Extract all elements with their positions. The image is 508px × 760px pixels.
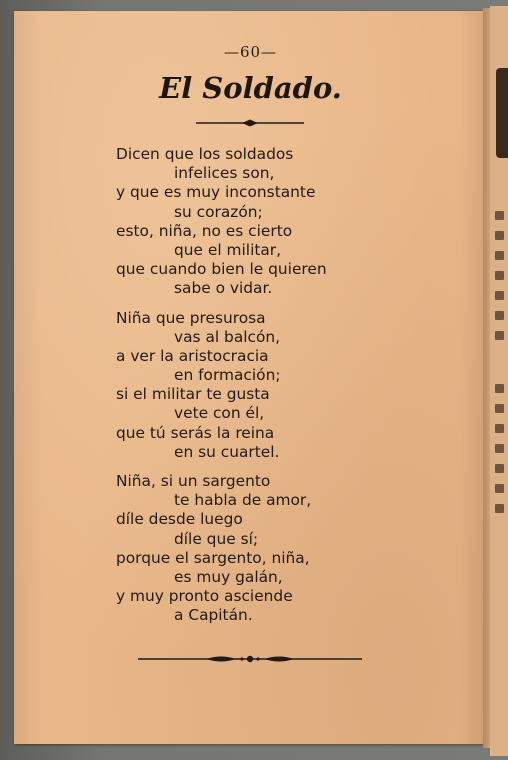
verse-line: sabe o vidar. xyxy=(174,279,273,298)
verse-line: en formación; xyxy=(174,366,281,385)
title-ornament xyxy=(194,118,306,128)
adjacent-text-fragment xyxy=(495,484,504,493)
verse-line: díle que sí; xyxy=(174,529,259,548)
verse-line: infelices son, xyxy=(174,164,275,183)
verse-line: vete con él, xyxy=(174,404,265,423)
adjacent-text-fragment xyxy=(495,384,504,393)
end-ornament xyxy=(136,652,364,666)
adjacent-text-fragment xyxy=(495,331,504,340)
verse-line: te habla de amor, xyxy=(174,491,312,510)
stanza xyxy=(116,145,436,299)
page-number: —60— xyxy=(223,43,278,61)
stanza xyxy=(116,309,436,463)
verse-line: y muy pronto asciende xyxy=(116,587,293,606)
poem-title: El Soldado. xyxy=(159,71,342,105)
verse-line: a Capitán. xyxy=(174,606,253,625)
stanza xyxy=(116,472,436,626)
adjacent-text-fragment xyxy=(495,464,504,473)
adjacent-text-fragment xyxy=(495,424,504,433)
verse-line: su corazón; xyxy=(174,202,263,221)
verse-line: Dicen que los soldados xyxy=(116,145,294,163)
verse-line: que el militar, xyxy=(174,240,282,259)
verse-line: que tú serás la reina xyxy=(116,423,275,442)
adjacent-text-fragment xyxy=(495,444,504,453)
book-page xyxy=(14,11,487,744)
verse-line: en su cuartel. xyxy=(174,442,280,461)
verse-line: vas al balcón, xyxy=(174,327,281,346)
verse-line: díle desde luego xyxy=(116,510,243,529)
verse-line: Niña, si un sargento xyxy=(116,472,271,490)
adjacent-text-fragment xyxy=(495,231,504,240)
adjacent-text-fragment xyxy=(495,311,504,320)
verse-line: esto, niña, no es cierto xyxy=(116,221,293,240)
adjacent-text-fragment xyxy=(495,211,504,220)
verse-line: a ver la aristocracia xyxy=(116,346,269,365)
adjacent-text-fragment xyxy=(495,271,504,280)
verse-line: es muy galán, xyxy=(174,567,283,586)
adjacent-text-fragment xyxy=(495,251,504,260)
adjacent-text-fragment xyxy=(495,291,504,300)
poem-verses xyxy=(116,145,436,636)
verse-line: y que es muy inconstante xyxy=(116,183,316,202)
adjacent-page-edge xyxy=(490,6,508,756)
adjacent-text-fragment xyxy=(495,404,504,413)
verse-line: porque el sargento, niña, xyxy=(116,548,310,567)
verse-line: que cuando bien le quieren xyxy=(116,260,327,279)
verse-line: si el militar te gusta xyxy=(116,385,270,404)
adjacent-page-initial xyxy=(496,68,508,158)
adjacent-text-fragment xyxy=(495,504,504,513)
verse-line: Niña que presurosa xyxy=(116,308,266,327)
